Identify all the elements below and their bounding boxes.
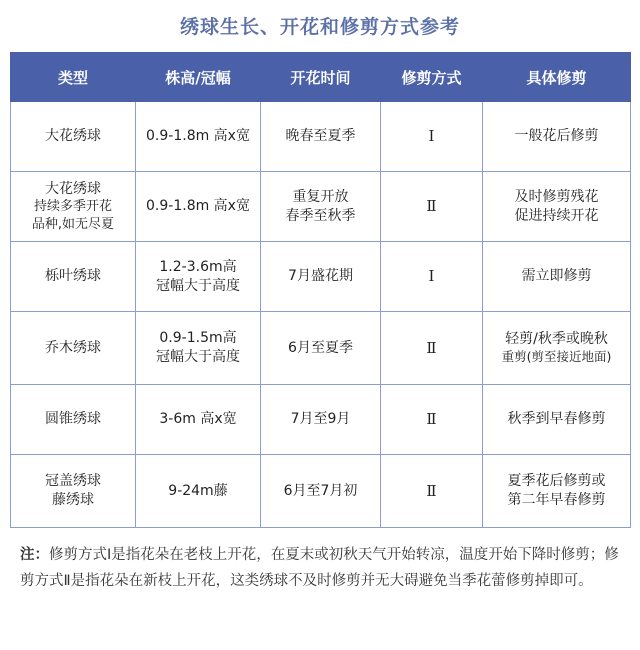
- cell-bloom: 7月至9月: [261, 385, 381, 455]
- cell-bloom: 7月盛花期: [261, 242, 381, 312]
- cell-prune: Ⅰ: [381, 242, 483, 312]
- hydrangea-reference-table: [10, 52, 631, 528]
- cell-type: 乔木绣球: [11, 312, 136, 385]
- table-header-row: [11, 53, 631, 102]
- cell-size: 1.2-3.6m高 冠幅大于高度: [136, 242, 261, 312]
- table-row: [11, 242, 631, 312]
- cell-type: 圆锥绣球: [11, 385, 136, 455]
- cell-detail: 夏季花后修剪或 第二年早春修剪: [483, 455, 631, 528]
- table-row: [11, 312, 631, 385]
- cell-bloom: 6月至7月初: [261, 455, 381, 528]
- cell-size: 0.9-1.8m 高x宽: [136, 172, 261, 242]
- header-size: 株高/冠幅: [136, 53, 261, 102]
- cell-size: 0.9-1.5m高 冠幅大于高度: [136, 312, 261, 385]
- cell-size: 0.9-1.8m 高x宽: [136, 102, 261, 172]
- cell-type: 大花绣球 持续多季开花 品种,如无尽夏: [11, 172, 136, 242]
- cell-prune: Ⅱ: [381, 385, 483, 455]
- footnote: [20, 542, 624, 594]
- cell-type: 冠盖绣球 藤绣球: [11, 455, 136, 528]
- cell-bloom: 晚春至夏季: [261, 102, 381, 172]
- header-bloom-time: 开花时间: [261, 53, 381, 102]
- cell-bloom: 6月至夏季: [261, 312, 381, 385]
- cell-prune: Ⅱ: [381, 455, 483, 528]
- cell-prune: Ⅰ: [381, 102, 483, 172]
- cell-detail: 需立即修剪: [483, 242, 631, 312]
- cell-detail: 秋季到早春修剪: [483, 385, 631, 455]
- cell-size: 3-6m 高x宽: [136, 385, 261, 455]
- cell-bloom: 重复开放 春季至秋季: [261, 172, 381, 242]
- table-row: [11, 102, 631, 172]
- page-title: 绣球生长、开花和修剪方式参考: [179, 16, 460, 38]
- cell-size: 9-24m藤: [136, 455, 261, 528]
- cell-type: 栎叶绣球: [11, 242, 136, 312]
- footnote-label: 注：: [20, 547, 49, 563]
- cell-detail: 轻剪/秋季或晚秋 重剪(剪至接近地面): [483, 312, 631, 385]
- footnote-text: 修剪方式Ⅰ是指花朵在老枝上开花，在夏末或初秋天气开始转凉，温度开始下降时修剪；修剪方式Ⅱ是指花朵在新枝上开花，这类绣球不及时修剪并无大碍避免当季花蕾修剪掉即可。: [20, 547, 619, 589]
- cell-type: 大花绣球: [11, 102, 136, 172]
- table-row: [11, 172, 631, 242]
- cell-detail: 及时修剪残花 促进持续开花: [483, 172, 631, 242]
- cell-prune: Ⅱ: [381, 312, 483, 385]
- header-prune-detail: 具体修剪: [483, 53, 631, 102]
- header-type: 类型: [11, 53, 136, 102]
- cell-detail: 一般花后修剪: [483, 102, 631, 172]
- cell-prune: Ⅱ: [381, 172, 483, 242]
- table-row: [11, 385, 631, 455]
- table-row: [11, 455, 631, 528]
- header-prune-method: 修剪方式: [381, 53, 483, 102]
